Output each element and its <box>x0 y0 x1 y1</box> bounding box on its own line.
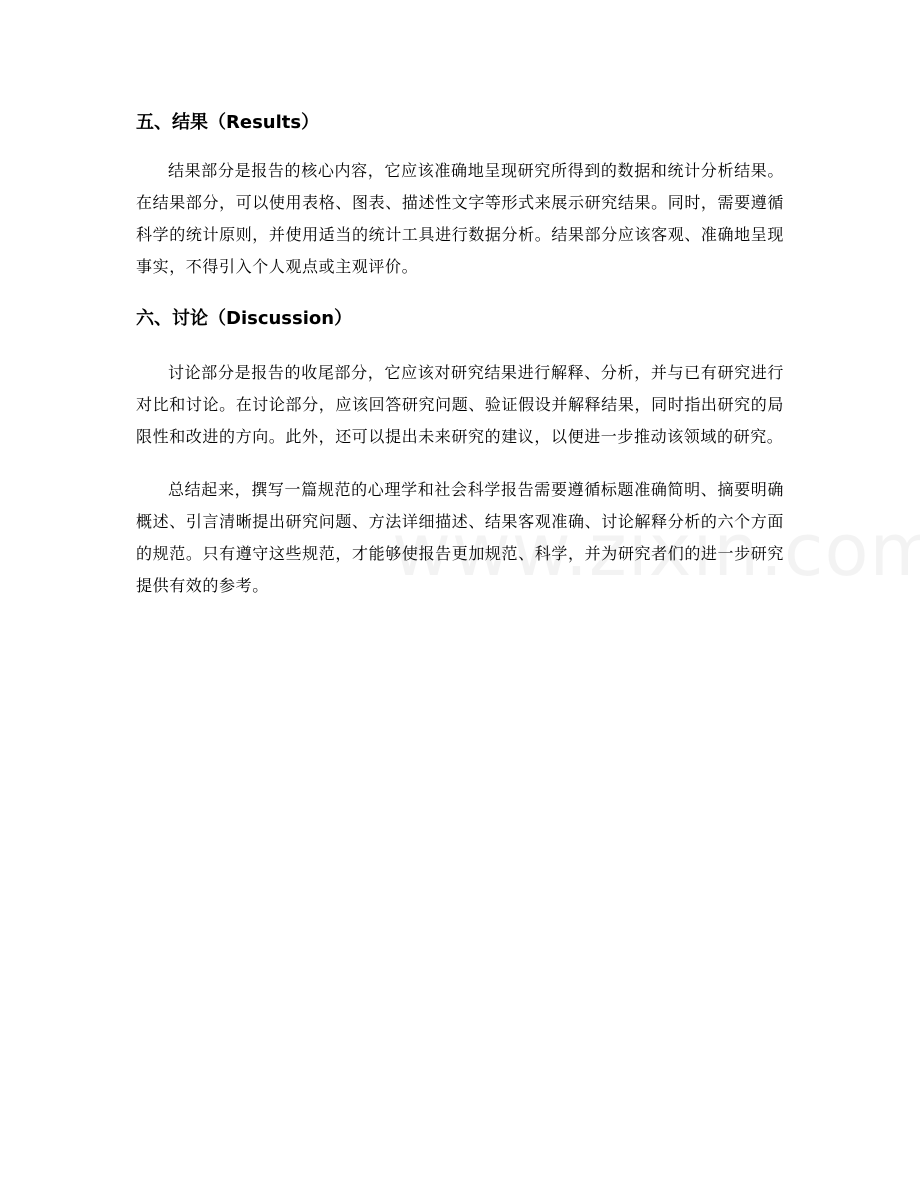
results-heading: 五、结果（Results） <box>136 112 320 133</box>
summary-paragraph: 总结起来，撰写一篇规范的心理学和社会科学报告需要遵循标题准确简明、摘要明确概述、引言清晰提出研究问题、方法详细描述、结果客观准确、讨论解释分析的六个方面的规范。只有遵守这些规范，才能够使报告更加规范、科学，并为研究者们的进一步研究提供有效的参考。 <box>136 480 784 595</box>
discussion-heading: 六、讨论（Discussion） <box>136 308 353 329</box>
discussion-paragraph: 讨论部分是报告的收尾部分，它应该对研究结果进行解释、分析，并与已有研究进行对比和讨论。在讨论部分，应该回答研究问题、验证假设并解释结果，同时指出研究的局限性和改进的方向。此外，还可以提出未来研究的建议，以便进一步推动该领域的研究。 <box>136 363 784 446</box>
results-paragraph: 结果部分是报告的核心内容，它应该准确地呈现研究所得到的数据和统计分析结果。在结果部分，可以使用表格、图表、描述性文字等形式来展示研究结果。同时，需要遵循科学的统计原则，并使用适当的统计工具进行数据分析。结果部分应该客观、准确地呈现事实，不得引入个人观点或主观评价。 <box>136 161 784 276</box>
document-content <box>136 108 784 602</box>
